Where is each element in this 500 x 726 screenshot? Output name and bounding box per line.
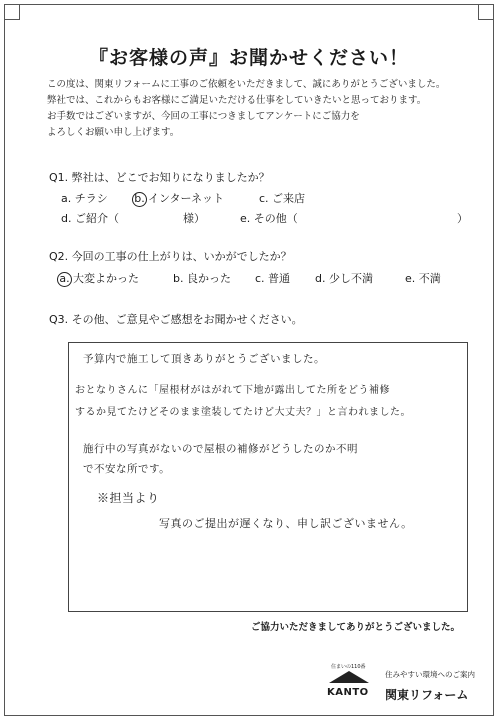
q2-option-a[interactable] [61,270,139,287]
q1-option-e[interactable]: e. その他（ [240,212,298,225]
intro-line: よろしくお願い申し上げます。 [47,127,180,138]
q1-option-d-suffix: 様） [183,212,205,225]
q2-option-a-label: 大変よかった [73,272,139,285]
comment-box[interactable] [68,342,468,612]
handwritten-line: で不安な所です。 [83,463,171,475]
roof-icon [329,671,369,683]
handwritten-line: ※担当より [97,491,160,505]
survey-title: 『お客様の声』お聞かせください！ [88,47,409,69]
q1-option-d[interactable]: d. ご紹介（ [61,212,119,225]
corner-mark-right [478,5,493,20]
q1-option-b-label: インターネット [148,192,225,205]
q1-option-c[interactable]: c. ご来店 [259,192,306,205]
logo-small-text: 住まいの110番 [331,664,366,670]
intro-line: この度は、関東リフォームに工事のご依頼をいただきまして、誠にありがとうございました。 [47,79,446,90]
footer-company-name: 関東リフォーム [385,688,469,702]
q1-option-e-close: ） [457,212,468,225]
survey-sheet [4,4,494,716]
logo-text: KANTO [327,687,369,698]
q1-label: Q1. 弊社は、どこでお知りになりましたか？ [49,171,270,184]
intro-line: お手数ではございますが、今回の工事につきましてアンケートにご協力を [47,111,360,122]
thanks-message: ご協力いただきましてありがとうございました。 [250,622,460,633]
q2-option-c[interactable]: c. 普通 [255,272,291,285]
q2-option-d[interactable]: d. 少し不満 [315,272,373,285]
selected-circle: a. [57,272,72,287]
q2-option-b[interactable]: b. 良かった [173,272,231,285]
handwritten-line: 写真のご提出が遅くなり、申し訳ございません。 [159,517,413,530]
q2-label: Q2. 今回の工事の仕上がりは、いかがでしたか？ [49,250,292,263]
intro-text [47,77,467,141]
q2-option-e[interactable]: e. 不満 [405,272,441,285]
q3-label: Q3. その他、ご意見やご感想をお聞かせください。 [49,313,303,326]
q1-option-a[interactable]: a. チラシ [61,192,108,205]
handwritten-line: おとなりさんに「屋根材がはがれて下地が露出してた所をどう補修 [75,385,390,396]
company-logo [325,663,385,705]
footer-tagline: 住みやすい環境へのご案内 [385,670,475,679]
selected-circle: b. [132,192,147,207]
handwritten-line: 予算内で施工して頂きありがとうございました。 [83,353,325,365]
handwritten-line: するか見てたけどそのまま塗装してたけど大丈夫？」と言われました。 [75,407,411,418]
corner-mark-left [5,5,20,20]
handwritten-line: 施行中の写真がないので屋根の補修がどうしたのか不明 [83,443,358,455]
q1-option-b[interactable] [136,190,224,207]
intro-line: 弊社では、これからもお客様にご満足いただける仕事をしていきたいと思っております。 [47,95,427,106]
